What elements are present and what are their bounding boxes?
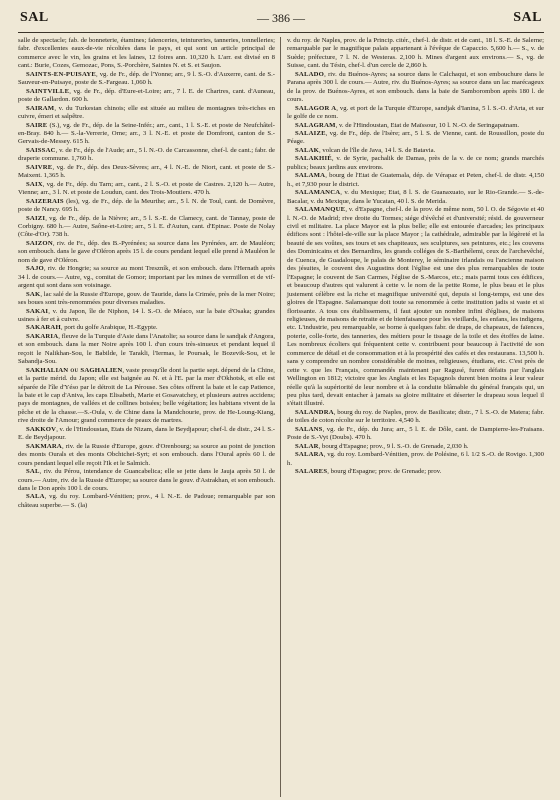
entry-text: , vg. de Fr., dép. de la Nièvre; arr., 5 l. S.-E. de Clamecy, cant. de Tannay, poste de Corbigny. 680 h.— Autre, Saône-et-Loire; arr., 5 l. E. d'Autun, cant. d'Epinac. Poste de Nolay (Côte-d'Or). 738 h.: [18, 214, 275, 239]
dictionary-entry: [18, 265, 275, 290]
entry-text: , riv. de Fr., dép. des B.-Pyrénées; sa source dans les Pyrénées, arr. de Mauléon; son embouch. dans le gave d'Oléron après 15 l. de cours pendant lequel elle prend à Mauléon le nom de gave d'Oléron.: [18, 239, 275, 264]
dictionary-entry: [18, 164, 275, 181]
entry-headword: SALA: [26, 493, 45, 501]
entry-text: , v. de l'Hindoustan, Etats de Nizam, dans le Beydjapour; chef-l. de distr., 24 l. S.-E. de Beydjapour.: [18, 425, 275, 442]
dictionary-entry: [18, 324, 275, 332]
entry-text: , riv. de la Russie d'Europe, gouv. d'Orenbourg; sa source au point de jonction des monts Ourals et des monts Obchtchei-Syrt; et son embouch. dans l'Oural après 60 l. de cours pendant lequel elle reçoit l'Ik et le Salmich.: [18, 442, 275, 467]
left-column: [18, 37, 281, 797]
dictionary-entry: [18, 215, 275, 240]
entry-text: , v. de Fr., dép. de l'Aude; arr., 5 l. N.-O. de Carcassonne, chef-l. de cant.; fabr. de draperie commune. 1,760 h.: [18, 146, 275, 163]
entry-headword: SAISSAC: [26, 146, 56, 154]
dictionary-entry: [287, 155, 544, 172]
entry-text: v. du roy. de Naples, prov. de la Princip. citér., chef-l. de distr. et de cant., 18 l. S.-E. de Salerne; remarquable par le magnifique palais appartenant à l'évêque de Capaccio. 5,600 h.— S., v. de Suède; préfecture, 7 l. N. de Westeras. 2,100 h. Mines d'argent aux environs.— S., vg. de Suisse, cant. du Tésin, chef-l. d'un cercle de 2,860 h.: [287, 37, 544, 70]
dictionary-entry: [18, 198, 275, 215]
entry-headword: SAKARIA: [26, 332, 59, 340]
entry-text: , vg. et port de la Turquie d'Europe, sandjak d'Ianina, 5 l. S.-O. d'Arta, et sur le golfe de ce nom.: [287, 104, 544, 121]
entry-text: , vg. de Fr., dép. des Deux-Sèvres; arr., 4 l. N.-E. de Niort, cant. et poste de S.-Maixent. 1,365 h.: [18, 163, 275, 180]
dictionary-entry: [287, 451, 544, 468]
entry-text: (S.), vg. de Fr., dép. de la Seine-Infér.; arr., cant., 1 l. S.-E. et poste de Neufchâtel-en-Bray. 840 h.— S.-la-Verrerie, Orne; arr., 3 l. N.-E. et poste de Domfront, canton de S.-Gervais-de-Messey. 615 h.: [18, 121, 275, 146]
dictionary-entry: [18, 88, 275, 105]
entry-headword: SAINTVILLE: [26, 87, 70, 95]
entry-text: , v. de Syrie, pachalik de Damas, près de la v. de ce nom; grands marchés publics; beaux jardins aux environs.: [287, 155, 544, 171]
dictionary-entry: [287, 426, 544, 443]
entry-headword: SAIZI: [26, 214, 46, 222]
dictionary-entry: [18, 105, 275, 122]
entry-headword: SALAK: [295, 146, 320, 154]
entry-headword: SAIVRE: [26, 163, 53, 171]
dictionary-entry: [287, 130, 544, 147]
dictionary-entry: [18, 367, 275, 426]
running-head-left: SAL: [20, 10, 49, 25]
entry-text: , vg. de Fr., dép. du Tarn; arr., cant., 2 l. S.-O. et poste de Castres. 2,120 h.— Autre, Vienne; arr., 3 l. N. et poste de Loudun, cant. des Trois-Moutiers. 470 h.: [18, 180, 275, 197]
entry-headword: SAIZON: [26, 239, 53, 247]
entry-text: , riv. de Hongrie; sa source au mont Treszník, et son embouch. dans l'Hernath après 34 l. de cours.— Autre, vg., comitat de Gomor; important par les mines de vermillon et de vif-argent qui sont dans son voisinage.: [18, 265, 275, 290]
entry-headword: SAKARAH: [26, 324, 61, 332]
running-head-right: SAL: [513, 10, 542, 25]
entry-headword: SAIRAM: [26, 104, 55, 112]
dictionary-entry: [287, 122, 544, 130]
entry-headword: SALAGRAM: [295, 121, 336, 129]
entry-headword: SAKKOV: [26, 425, 57, 433]
entry-headword: SAK: [26, 290, 41, 298]
entry-headword: SAIRE: [26, 121, 48, 129]
entry-headword: SALAKHIÉ: [295, 155, 332, 163]
dictionary-entry: [18, 308, 275, 325]
entry-text: , bourg d'Espagne; prov., 9 l. S.-O. de Grenade, 2,030 h.: [318, 442, 469, 450]
page-number: — 386 —: [257, 11, 305, 25]
entry-text: , riv. du Buénos-Ayres; sa source dans le Calchaqui, et son embouchure dans le Parana après 300 l. de cours.— Autre, riv. du Buénos-Ayres; sa source dans un lac marécageux de la prov. de Buénos-Ayres, et son embouch. dans la baie de Samborombon après 180 l. de cours.: [287, 70, 544, 104]
entry-headword: SAKAI: [26, 307, 49, 315]
dictionary-entry: [18, 468, 275, 493]
dictionary-entry: [287, 37, 544, 71]
dictionary-entry: [18, 240, 275, 265]
page-header: [18, 8, 544, 33]
entry-text: , bourg d'Espagne; prov. de Grenade; prov.: [327, 468, 442, 476]
dictionary-entry: [287, 468, 544, 476]
entry-text: , v. d'Espagne, chef-l. de la prov. de même nom, 50 l. O. de Ségovie et 40 l. N.-O. de Madrid; rive droite du Tormes; siége d'évêché et d'université; résid. de gouverneur civil et militaire. La place Mayor est la plus belle; elle est entourée d'arcades; les principaux édifices sont : l'hôtel-de-ville sur la place Mayor ; la cathédrale, admirable par la légèreté et la beauté de ses voûtes, ses tours et ses chapiteaux, ses sculptures, ses peintures, etc.; les couvens des Dominicains et des Bernardins, les grands colléges de S.-Barthélemi, ceux de l'archevêché, de Cuenca, de Guadaloupe, le palais de Monterey, le séminaire irlandais ou l'ancienne maison des jésuites, le couvent des Augustins dont l'église est une des plus remarquables de toute l'Espagne; le couvent de San Carmes, l'église de S.-Marcos, etc.; mais parmi tous ces édifices, et beaucoup d'autres qui valurent à cette v. le nom de la petite Rome, le plus beau et le plus justement célèbre est la riche et magnifique université qui, depuis si long-temps, est une des gloires de l'Espagne. Salamanque doit toute sa renommée à cette institution jadis si vaste et si florissante. A tous ces établissemens, il faut ajouter un nombre infini d'églises, de maisons religieuses, de maisons de retraite et de bienfaisance pour les vieillards, les enfans, les indigens, etc. L'industrie, peu remarquable, se borne à quelques fabr. de draps, de chapeaux, de faïences, poterie, colle-forte, des tanneries, des métiers pour le tissage de la toile et des étoffes de laine. Les nombreux écoliers qui fréquentent cette v. contribuent pour beaucoup à l'activité de son commerce de détail et de consommation et à la prospérité des cafés et des restaurans. 13,500 h. sans y comprendre un nombre considérable de moines, religieuses, étudians, etc. C'est près de cette v. que les Français, commandés maintenant par Ragusé, furent défaits par l'anglais Wellington en 1812; victoire que les Anglais et les Espagnols durent bien moins à leur valeur réelle qu'à la supériorité de leur nombre et à la conduite blâmable du général français qui, un peu plus tard, devait entacher à jamais sa gloire militaire et déserter le drapeau sous lequel il s'était illustré.: [287, 206, 544, 408]
dictionary-entry: [287, 71, 544, 105]
dictionary-entry: [18, 181, 275, 198]
dictionary-entry: [287, 206, 544, 409]
entry-headword: SALANS: [295, 425, 323, 433]
entry-text: , fleuve de la Turquie d'Asie dans l'Anatolie; sa source dans le sandjak d'Angora, et son embouch. dans la mer Noire après 100 l. d'un cours très-sinueux et pendant lequel il reçoit le Nalikhan-Sou, le Babilde, le Tarakli, l'Iermas, le Poursak, le Bozevik-Sou, et le Sabandja-Sou.: [18, 332, 275, 366]
entry-headword: SAKMARA: [26, 442, 62, 450]
entry-text: , port du golfe Arabique, H.-Egypte.: [60, 324, 158, 332]
dictionary-entry: [287, 409, 544, 426]
dictionary-entry: [287, 172, 544, 189]
entry-headword: SAINTS-EN-PUISAYE: [26, 70, 97, 78]
dictionary-entry: [18, 37, 275, 71]
entry-text: salle de spectacle; fab. de bonneterie, étamines; faïenceries, teintureries, tanneries, tonnelleries; fabr. d'excellentes eaux-de-vie récoltées dans le pays, et qui sont un article principal de commerce avec le vin, les grains et les laines, 12 foires ann. 10,320 h. L'arr. est divisé en 8 cant.: Burie, Cozes, Gemozac, Pons, S.-Porchère, Saintes N. et S. et Saujon.: [18, 37, 275, 70]
entry-text: , v. du Mexique; Etat, 8 l. S. de Guanaxuato, sur le Rio-Grande.— S.-de-Bacalar, v. du Mexique, dans le Yucatan, 40 l. S. de Merida.: [287, 189, 544, 205]
entry-text: , bourg de l'Etat de Guatemala, dép. de Vérapaz et Peten, chef-l. de distr. 4,150 h., et 7,930 pour le district.: [287, 172, 544, 188]
right-column: [281, 37, 544, 797]
entry-text: , bourg du roy. de Naples, prov. de Basilicate; distr., 7 l. S.-O. de Matera; fabr. de toiles de coton récolte sur le territoire. 4,540 h.: [287, 408, 544, 425]
entry-headword: SALAGOR A: [295, 104, 337, 112]
entry-text: , v. de l'Hindoustan, Etat de Maïssour, 10 l. N.-O. de Seringapatnam.: [335, 121, 520, 129]
entry-text: , v. du Japon, île de Niphon, 14 l. S.-O. de Méaco, sur la baie d'Osaka; grandes usines à fer et à cuivre.: [18, 307, 275, 323]
entry-headword: SAIZERAIS: [26, 197, 64, 205]
entry-headword: SALARES: [295, 468, 328, 476]
entry-text: , vg. de Fr., dép. du Jura; arr., 5 l. E. de Dôle, cant. de Dampierre-les-Fraisans. Poste de S.-Vyt (Doubs). 470 h.: [287, 425, 544, 442]
entry-headword: SAIX: [26, 180, 43, 188]
dictionary-entry: [18, 71, 275, 88]
entry-text: , volcan de l'île de Java, 14 l. S. de Batavia.: [319, 146, 436, 154]
entry-text: , riv. du Pérou, intendance de Guancabelica; elle se jette dans le Jauja après 50 l. de cours.— Autre, riv. de la Russie d'Europe; sa source dans le gouv. d'Astrakhan, et son embouch. dans le Don après 100 l. de cours.: [18, 468, 275, 493]
entry-headword: SAJO: [26, 265, 44, 273]
entry-headword: SAL: [26, 468, 40, 476]
text-columns: [18, 37, 544, 797]
entry-headword: SALAR: [295, 442, 319, 450]
entry-headword: SALAMA: [295, 172, 326, 180]
dictionary-entry: [18, 443, 275, 468]
dictionary-entry: [18, 426, 275, 443]
entry-headword: SALANDRA: [295, 408, 334, 416]
dictionary-entry: [18, 493, 275, 510]
dictionary-entry: [287, 443, 544, 451]
dictionary-entry: [287, 189, 544, 206]
dictionary-entry: [18, 291, 275, 308]
entry-text: , v. du Turkestan chinois; elle est située au milieu de montagnes très-riches en cuivre, émeri et salpêtre.: [18, 104, 275, 121]
dictionary-entry: [18, 333, 275, 367]
entry-headword: SALARA: [295, 451, 324, 459]
dictionary-entry: [18, 147, 275, 164]
entry-text: , vg. de Fr., dép. de l'Isère; arr., 5 l. S. de Vienne, cant. de Roussillon, poste du Péage.: [287, 129, 544, 146]
dictionary-entry: [18, 122, 275, 147]
entry-text: , vg. du roy. Lombard-Vénitien, prov. de Polésine, 6 l. 1/2 S.-O. de Rovigo. 1,300 h.: [287, 451, 544, 467]
entry-text: , vg. du roy. Lombard-Vénitien; prov., 4 l. N.-E. de Padoue; remarquable par son château superbe.— S. (la): [18, 493, 275, 509]
entry-text: , vaste presqu'île dont la partie sept. dépend de la Chine, et la partie mérid. du Japon; elle est baignée au N. et à l'E. par la mer d'Okhotsk, et elle est séparée de l'île d'Yéso par le détroit de La Pérouse. Ses côtes offrent la baie et le cap Patience, la baie et le cap d'Aniva, les caps Elisabeth, Marie et Gosavatchey, et plusieurs autres accidens; pays de montagnes, de vallées et de collines boisées; belle végétation; les habitans vivent de la pêche et de la chasse.—S.-Oula, v. de Chine dans la Mandchourie, prov. de He-Loung-Kiang, rive droite de l'Amour; grand commerce de peaux de martres.: [18, 366, 275, 425]
entry-headword: SALAMANCA: [295, 189, 341, 197]
entry-text: , vg. de Fr., dép. d'Eure-et-Loire; arr., 7 l. E. de Chartres, cant. d'Auneau, poste de Gallardon. 600 h.: [18, 87, 275, 104]
entry-headword: SALAIZE: [295, 129, 326, 137]
entry-text: , lac salé de la Russie d'Europe, gouv. de Tauride, dans la Crimée, près de la mer Noire; ses boues sont très-renommées pour diverses maladies.: [18, 290, 275, 307]
entry-headword: SAKHALIAN ou SAGHALIEN: [26, 366, 123, 374]
entry-headword: SALAMANQUE: [295, 206, 346, 214]
entry-headword: SALADO: [295, 70, 325, 78]
entry-text: (les), vg. de Fr., dép. de la Meurthe; arr., 5 l. N. de Toul, cant. de Domèvre, poste de Nancy. 695 h.: [18, 197, 275, 214]
entry-text: , vg. de Fr., dép. de l'Yonne; arr., 9 l. S.-O. d'Auxerre, cant. de S.-Sauveur-en-Puisaye, poste de S.-Fargeau. 1,060 h.: [18, 70, 275, 87]
dictionary-entry: [287, 105, 544, 122]
